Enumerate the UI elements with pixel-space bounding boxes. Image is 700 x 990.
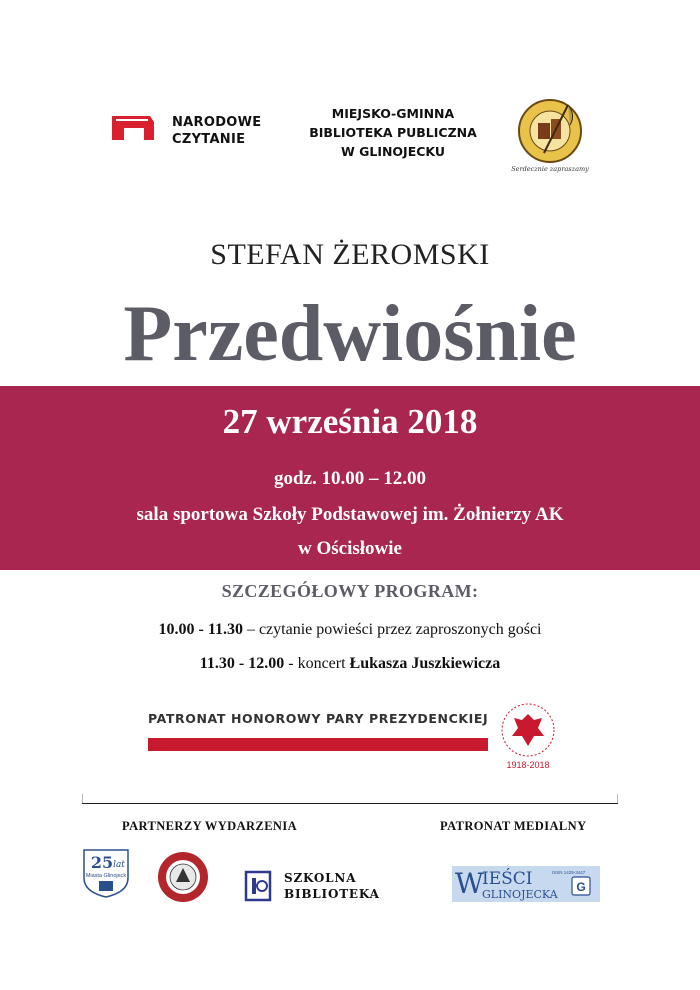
campaign-line-2: CZYTANIE	[172, 132, 246, 147]
program-item	[0, 655, 700, 673]
library-seal-logo	[510, 95, 594, 175]
media-name-line-1: IEŚCI	[482, 869, 533, 889]
patronage-text: PATRONAT HONOROWY PARY PREZYDENCKIEJ	[148, 711, 489, 726]
media-issn: ISSN 1429-3447	[552, 870, 586, 875]
book-icon	[242, 870, 278, 904]
library-line-2: BIBLIOTEKA PUBLICZNA	[309, 125, 477, 140]
author-name: STEFAN ŻEROMSKI	[210, 238, 490, 271]
svg-text:W: W	[455, 867, 484, 900]
media-name-line-2: GLINOJECKA	[482, 888, 558, 901]
wiesci-glinojecka-logo	[452, 866, 600, 902]
partners-heading: PARTNERZY WYDARZENIA	[122, 819, 298, 833]
svg-text:G: G	[576, 880, 586, 894]
campaign-line-1: NARODOWE	[172, 115, 262, 130]
book-title: Przedwiośnie	[123, 290, 577, 378]
divider-tick-right	[617, 794, 618, 803]
library-name	[288, 104, 498, 161]
logo25-word: lat	[113, 860, 125, 870]
event-hours: godz. 10.00 – 12.00	[274, 468, 426, 489]
school-library-line-1: SZKOLNA	[284, 871, 357, 885]
patronage-flag-bar	[148, 738, 488, 751]
program-item-time: 10.00 - 11.30	[158, 621, 243, 638]
szkolna-biblioteka-logo	[242, 870, 380, 906]
centenary-years: 1918-2018	[506, 760, 550, 770]
program-heading: SZCZEGÓŁOWY PROGRAM:	[221, 581, 479, 601]
program-item-performer: Łukasza Juszkiewicza	[349, 655, 501, 672]
program-item-time: 11.30 - 12.00	[199, 655, 285, 672]
narodowe-czytanie-logo	[110, 112, 156, 146]
school-library-line-2: BIBLIOTEKA	[284, 887, 380, 901]
program-item	[0, 621, 700, 639]
program-item-text: - koncert	[284, 655, 350, 672]
event-place-line-1: sala sportowa Szkoły Podstawowej im. Żołnierzy AK	[136, 504, 564, 525]
glinojeck-25-years-logo	[82, 848, 130, 898]
library-line-3: W GLINOJECKU	[340, 144, 446, 159]
divider-tick-left	[82, 794, 83, 803]
independence-centenary-emblem	[494, 700, 562, 772]
logo25-sub: Miasta Glinojeck	[85, 873, 127, 879]
event-details-band	[0, 386, 700, 570]
event-date: 27 września 2018	[222, 402, 478, 441]
event-place-line-2: w Ościsłowie	[298, 538, 402, 559]
program-item-text: – czytanie powieści przez zaproszonych gości	[242, 621, 542, 638]
media-patronage-heading: PATRONAT MEDIALNY	[440, 819, 587, 833]
school-seal-logo	[156, 850, 210, 904]
svg-text:Serdecznie zapraszamy: Serdecznie zapraszamy	[511, 165, 589, 173]
campaign-name	[172, 114, 261, 148]
logo25-number: 25	[90, 853, 114, 872]
library-line-1: MIEJSKO-GMINNA	[331, 106, 455, 121]
footer-divider	[82, 803, 618, 804]
